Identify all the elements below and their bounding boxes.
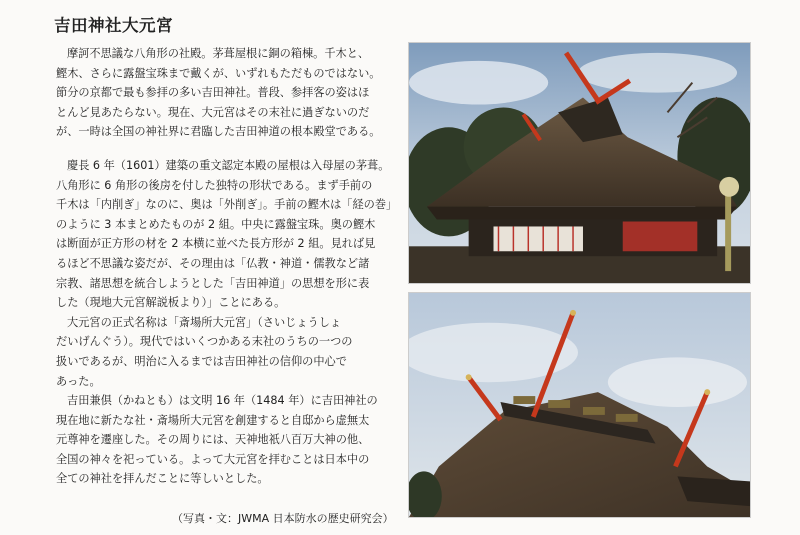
text-line: した（現地大元宮解説板より）」ことにある。 <box>56 296 286 310</box>
text-line: るほど不思議な姿だが、その理由は「仏教・神道・儒教など諸 <box>56 256 370 270</box>
text-line: 千木は「内削ぎ」なのに、奥は「外削ぎ」。手前の鰹木は「経の巻」 <box>56 198 398 212</box>
paragraph-intro <box>56 44 396 142</box>
text-line: 全国の神々を祀っている。よって大元宮を拝むことは日本中の <box>56 452 370 466</box>
text-line: 現在地に新たな社・斎場所大元宮を創建すると自邸から虚無太 <box>56 413 370 427</box>
text-line: が、一時は全国の神社界に君臨した吉田神道の根本殿堂である。 <box>56 125 381 139</box>
text-line: 慶長 6 年（1601）建築の重文認定本殿の屋根は入母屋の茅葺。 <box>67 158 390 172</box>
text-line: 摩訶不思議な八角形の社殿。茅葺屋根に銅の箱棟。千木と、 <box>67 47 370 60</box>
text-line: とんど見あたらない。現在、大元宮はその末社に過ぎないのだ <box>56 105 370 119</box>
text-line: 吉田兼倶（かねとも）は文明 16 年（1484 年）に吉田神社の <box>67 394 378 408</box>
paragraph-history <box>56 391 396 489</box>
text-line: 元尊神を遷座した。その周りには、天神地祇八百万大神の他、 <box>56 433 370 447</box>
paragraph-gap <box>56 142 396 156</box>
shrine-photo-roof-closeup <box>408 292 751 518</box>
text-line: 鰹木、さらに露盤宝珠まで戴くが、いずれもただものではない。 <box>56 66 381 80</box>
text-line: 扱いであるが、明治に入るまでは吉田神社の信仰の中心で <box>56 354 347 368</box>
text-line: 節分の京都で最も参拝の多い吉田神社。普段、参拝客の姿はほ <box>56 86 370 100</box>
paragraph-architecture <box>56 156 396 313</box>
paragraph-official-name <box>56 313 396 391</box>
text-line: 大元宮の正式名称は「斎場所大元宮」（さいじょうしょ <box>67 315 342 329</box>
text-line: 全ての神社を拝んだことに等しいとした。 <box>56 472 269 486</box>
text-line: あった。 <box>56 374 101 388</box>
article-body <box>56 44 396 489</box>
photo-text-credit: （写真・文：JWMA 日本防水の歴史研究会） <box>172 512 394 525</box>
article-title: 吉田神社大元宮 <box>54 16 173 35</box>
text-line: は断面が正方形の材を 2 本横に並べた長方形が 2 組。見れば見 <box>56 237 376 251</box>
text-line: 宗教、諸思想を統合しようとした「吉田神道」の思想を形に表 <box>56 276 370 290</box>
text-line: 八角形に 6 角形の後房を付した独特の形状である。まず手前の <box>56 178 373 192</box>
text-line: のように 3 本まとめたものが 2 組。中央に露盤宝珠。奥の鰹木 <box>56 217 376 231</box>
shrine-photo-front <box>408 42 751 284</box>
text-line: だいげんぐう）。現代ではいくつかある末社のうちの一つの <box>56 335 353 349</box>
shrine-front-illustration <box>409 43 750 283</box>
roof-closeup-illustration <box>409 293 750 517</box>
